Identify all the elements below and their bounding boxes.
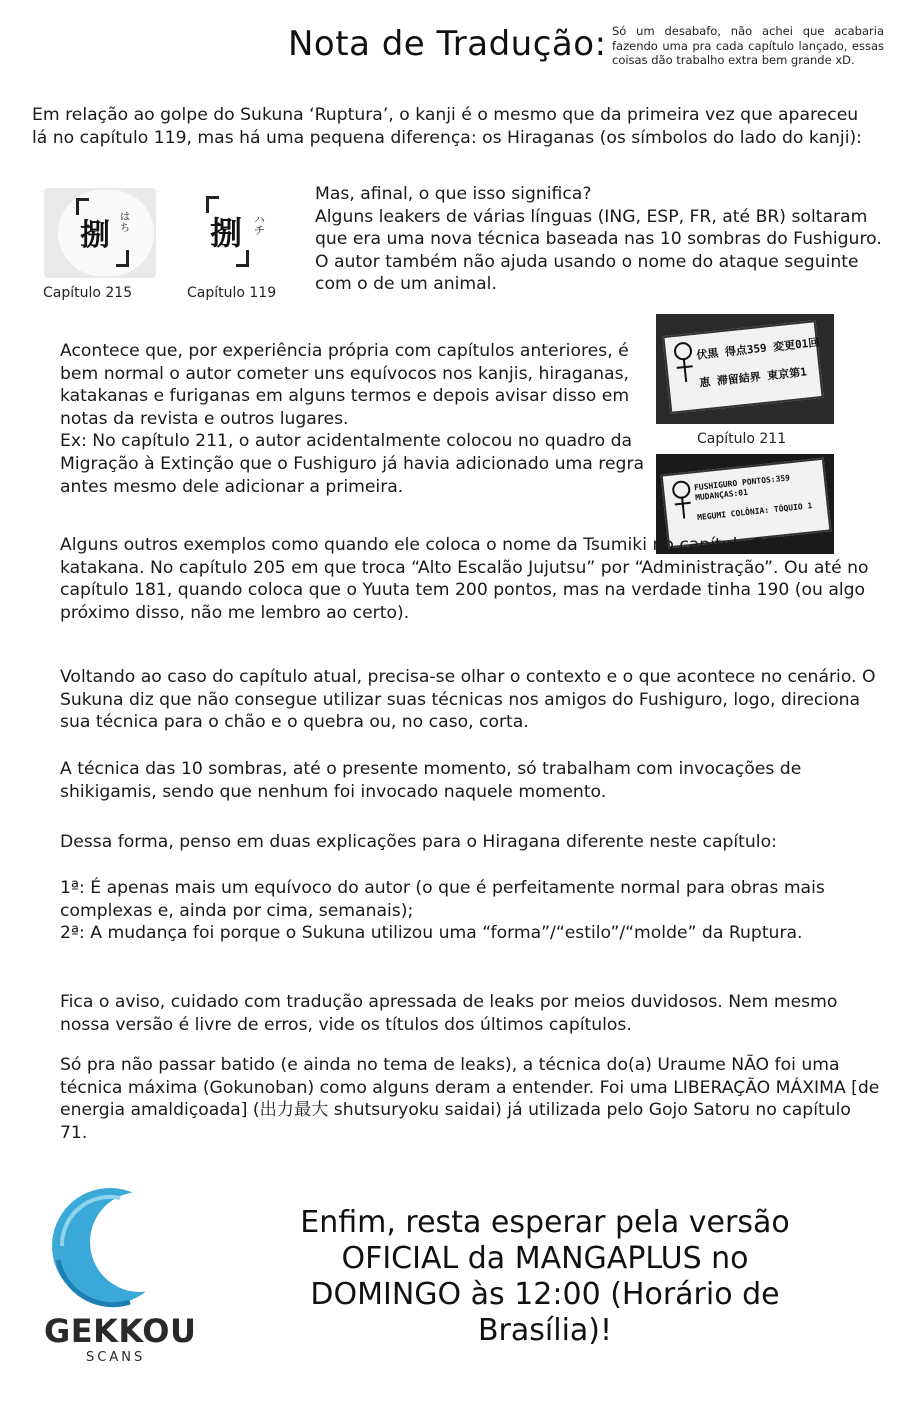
stick-figure-icon — [671, 480, 695, 538]
paragraph-6: 1ª: É apenas mais um equívoco do autor (o que é perfeitamente normal para obras mais complexas e, ainda por cima, semanais); 2ª: A mudança foi porque o Sukuna utilizou uma “forma”/“estilo”/“molde” da Ruptura. — [60, 878, 825, 944]
caption-chapter-211: Capítulo 211 — [697, 431, 787, 447]
intro-paragraph: Em relação ao golpe do Sukuna ‘Ruptura’, o kanji é o mesmo que da primeira vez que apareceu lá no capítulo 119, mas há uma pequena diferença: os Hiraganas (os símbolos do lado do kanji): — [32, 105, 862, 148]
side-paragraph: Mas, afinal, o que isso significa? Alguns leakers de várias línguas (ING, ESP, FR, até BR) soltaram que era uma nova técnica baseada nas 10 sombras do Fushiguro. O autor também não ajuda usando o nome do ataque seguinte com o de um animal. — [315, 184, 882, 295]
logo-name: GEKKOU — [44, 1312, 197, 1350]
sign-line-2: 恵 滞留結界 東京第1 — [698, 365, 808, 390]
panel-chapter-211-jp — [656, 314, 834, 424]
paragraph-5: Dessa forma, penso em duas explicações para o Hiragana diferente neste capítulo: — [60, 832, 777, 852]
kanji-glyph: 捌 — [210, 214, 243, 252]
paragraph-2: Alguns outros exemplos como quando ele coloca o nome da Tsumiki no capítulo 212 em katakana. No capítulo 205 em que troca “Alto Escalão Jujutsu” por “Administração”. Ou até no capítulo 181, quando coloca que o Yuuta tem 200 pontos, mas na verdade tinha 190 (ou algo próximo disso, não me lembro ao certo). — [60, 535, 869, 623]
closing-message: Enfim, resta esperar pela versão OFICIAL da MANGAPLUS no DOMINGO às 12:00 (Horário de Brasília)! — [300, 1205, 790, 1348]
stick-figure-icon — [673, 341, 697, 403]
page-title: Nota de Tradução: — [288, 24, 607, 64]
side-note: Só um desabafo, não achei que acabaria fazendo uma pra cada capítulo lançado, essas coisas dão trabalho extra bem grande xD. — [612, 24, 884, 67]
sign-line-2: MEGUMI COLÔNIA: TÓQUIO 1 — [696, 501, 813, 523]
paragraph-7: Fica o aviso, cuidado com tradução apressada de leaks por meios duvidosos. Nem mesmo nossa versão é livre de erros, vide os títulos dos últimos capítulos. — [60, 992, 838, 1035]
paragraph-8: Só pra não passar batido (e ainda no tema de leaks), a técnica do(a) Uraume NÃO foi uma técnica máxima (Gokunoban) como alguns deram a entender. Foi uma LIBERAÇÃO MÁXIMA [de energia amaldiçoada] (出力最大 shutsuryoku saidai) já utilizada pelo Gojo Satoru no capítulo 71. — [60, 1055, 880, 1143]
gekkou-logo-icon — [48, 1180, 188, 1310]
paragraph-4: A técnica das 10 sombras, até o presente momento, só trabalham com invocações de shikigamis, sendo que nenhum foi invocado naquele momento. — [60, 759, 802, 802]
caption-chapter-215: Capítulo 215 — [43, 285, 133, 301]
score-sign-jp — [662, 320, 823, 414]
figure-chapter-215 — [44, 188, 156, 278]
figure-chapter-119 — [196, 190, 276, 276]
paragraph-1: Acontece que, por experiência própria com capítulos anteriores, é bem normal o autor cometer uns equívocos nos kanjis, hiraganas, katakanas e furiganas em alguns termos e depois avisar disso em notas da revista e outros lugares. Ex: No capítulo 211, o autor acidentalmente colocou no quadro da Migração à Extinção que o Fushiguro já havia adicionado uma regra antes mesmo dele adicionar a primeira. — [60, 341, 645, 497]
furigana-left: はち — [120, 212, 130, 234]
sign-line-1: FUSHIGURO PONTOS:359 MUDANÇAS:01 — [693, 473, 791, 503]
paragraph-3: Voltando ao caso do capítulo atual, precisa-se olhar o contexto e o que acontece no cenário. O Sukuna diz que não consegue utilizar suas técnicas nos amigos do Fushiguro, logo, direciona sua técnica para o chão e o quebra ou, no caso, corta. — [60, 667, 876, 733]
kanji-glyph: 捌 — [80, 218, 110, 253]
sign-line-1: 伏黒 得点359 変更01回 — [695, 335, 820, 362]
caption-chapter-119: Capítulo 119 — [187, 285, 277, 301]
logo-subtitle: SCANS — [86, 1350, 146, 1365]
furigana-right: ハチ — [254, 213, 265, 237]
